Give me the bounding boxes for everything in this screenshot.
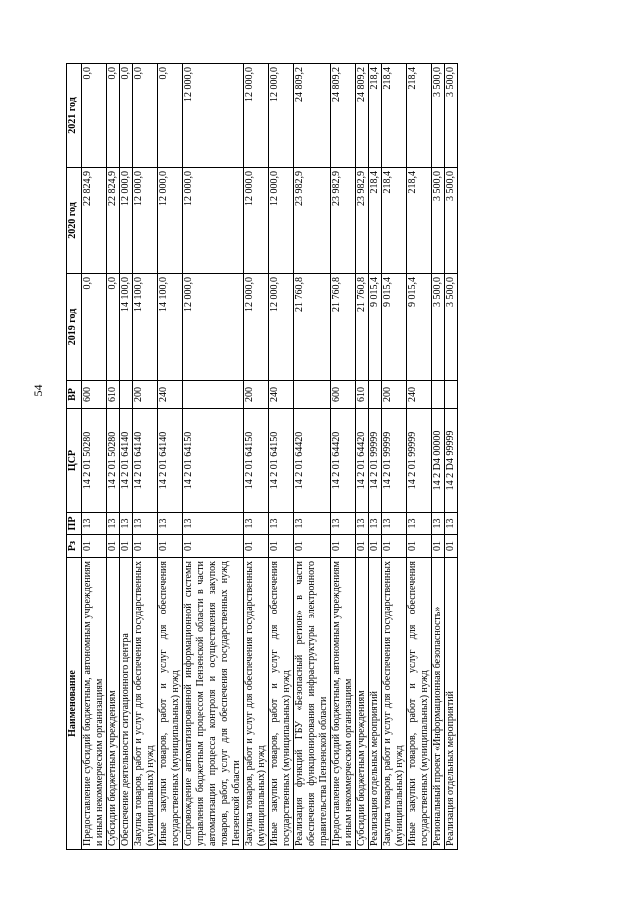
row-rz: 01	[407, 535, 432, 558]
row-vr: 200	[244, 381, 269, 409]
row-2021: 24 809,2	[356, 64, 369, 168]
row-2020: 12 000,0	[269, 168, 294, 274]
row-2021: 24 809,2	[294, 64, 331, 168]
row-2019: 12 000,0	[183, 274, 244, 381]
row-rz: 01	[382, 535, 407, 558]
row-pr: 13	[120, 513, 133, 535]
row-rz: 01	[269, 535, 294, 558]
row-rz: 01	[445, 535, 458, 558]
row-pr: 13	[183, 513, 244, 535]
table-row	[432, 64, 445, 850]
row-name: Обеспечение деятельности ситуационного центра	[120, 558, 133, 850]
row-csr: 14 2 01 64140	[158, 409, 183, 513]
row-name: Закупка товаров, работ и услуг для обеспечения государственных (муниципальных) нужд	[244, 558, 269, 850]
table-row	[107, 64, 120, 850]
row-name: Субсидии бюджетным учреждениям	[107, 558, 120, 850]
row-2021: 12 000,0	[244, 64, 269, 168]
col-header-name: Наименование	[67, 558, 82, 850]
row-2020: 22 824,9	[107, 168, 120, 274]
row-rz: 01	[82, 535, 107, 558]
table-row	[158, 64, 183, 850]
row-2020: 3 500,0	[445, 168, 458, 274]
row-2019: 14 100,0	[158, 274, 183, 381]
row-vr: 240	[407, 381, 432, 409]
table-row	[183, 64, 244, 850]
row-2019: 3 500,0	[432, 274, 445, 381]
row-pr: 13	[294, 513, 331, 535]
row-2021: 218,4	[382, 64, 407, 168]
row-rz: 01	[244, 535, 269, 558]
row-name: Сопровождение автоматизированной информационной системы управления бюджетным процессом Пензенской области в части автоматизации процесса контроля и осуществления закупок товаров, работ, услуг для обеспечения государственных нужд Пензенской области	[183, 558, 244, 850]
row-csr: 14 2 01 99999	[407, 409, 432, 513]
row-2021: 24 809,2	[331, 64, 356, 168]
row-2021: 12 000,0	[183, 64, 244, 168]
row-csr: 14 2 D4 00000	[432, 409, 445, 513]
row-pr: 13	[133, 513, 158, 535]
row-2019: 14 100,0	[120, 274, 133, 381]
row-pr: 13	[331, 513, 356, 535]
row-csr: 14 2 01 50280	[82, 409, 107, 513]
budget-table	[66, 63, 458, 850]
table-row	[331, 64, 356, 850]
row-2021: 0,0	[120, 64, 133, 168]
table-row	[133, 64, 158, 850]
row-vr: 600	[82, 381, 107, 409]
row-pr: 13	[244, 513, 269, 535]
row-2020: 3 500,0	[432, 168, 445, 274]
row-2021: 0,0	[82, 64, 107, 168]
row-csr: 14 2 01 64140	[120, 409, 133, 513]
row-2019: 0,0	[82, 274, 107, 381]
table-body	[82, 64, 458, 850]
table-row	[369, 64, 382, 850]
row-name: Реализация функций ГБУ «Безопасный регион» в части обеспечения функционирования инфраструктуры электронного правительства Пензенской области	[294, 558, 331, 850]
row-2019: 21 760,8	[331, 274, 356, 381]
row-vr	[294, 381, 331, 409]
row-name: Региональный проект «Информационная безопасность»	[432, 558, 445, 850]
row-2020: 23 982,9	[356, 168, 369, 274]
row-csr: 14 2 01 99999	[369, 409, 382, 513]
row-name: Субсидии бюджетным учреждениям	[356, 558, 369, 850]
row-csr: 14 2 01 64150	[269, 409, 294, 513]
row-rz: 01	[120, 535, 133, 558]
row-csr: 14 2 01 64420	[331, 409, 356, 513]
col-header-pr: ПР	[67, 513, 82, 535]
row-2019: 12 000,0	[244, 274, 269, 381]
table-row	[294, 64, 331, 850]
col-header-rz: Рз	[67, 535, 82, 558]
row-pr: 13	[369, 513, 382, 535]
table-row	[120, 64, 133, 850]
row-name: Реализация отдельных мероприятий	[445, 558, 458, 850]
row-csr: 14 2 01 64420	[294, 409, 331, 513]
row-vr: 600	[331, 381, 356, 409]
row-2020: 12 000,0	[244, 168, 269, 274]
col-header-2020: 2020 год	[67, 168, 82, 274]
row-vr	[369, 381, 382, 409]
row-csr: 14 2 01 64420	[356, 409, 369, 513]
row-vr	[183, 381, 244, 409]
row-2020: 218,4	[369, 168, 382, 274]
row-2021: 12 000,0	[269, 64, 294, 168]
row-csr: 14 2 01 64150	[244, 409, 269, 513]
row-2020: 22 824,9	[82, 168, 107, 274]
row-2021: 218,4	[369, 64, 382, 168]
col-header-vr: ВР	[67, 381, 82, 409]
row-2021: 0,0	[133, 64, 158, 168]
row-vr	[445, 381, 458, 409]
row-pr: 13	[445, 513, 458, 535]
row-vr: 610	[356, 381, 369, 409]
row-2020: 12 000,0	[158, 168, 183, 274]
row-2020: 12 000,0	[133, 168, 158, 274]
row-pr: 13	[269, 513, 294, 535]
row-2019: 9 015,4	[407, 274, 432, 381]
row-pr: 13	[407, 513, 432, 535]
row-2020: 218,4	[382, 168, 407, 274]
row-rz: 01	[294, 535, 331, 558]
row-vr: 200	[133, 381, 158, 409]
row-2019: 21 760,8	[356, 274, 369, 381]
row-2020: 23 982,9	[331, 168, 356, 274]
row-2020: 12 000,0	[183, 168, 244, 274]
row-2021: 0,0	[107, 64, 120, 168]
row-2021: 3 500,0	[432, 64, 445, 168]
row-vr: 240	[269, 381, 294, 409]
row-vr: 240	[158, 381, 183, 409]
row-vr: 610	[107, 381, 120, 409]
row-2019: 12 000,0	[269, 274, 294, 381]
row-csr: 14 2 01 50280	[107, 409, 120, 513]
row-pr: 13	[432, 513, 445, 535]
table-row	[244, 64, 269, 850]
row-rz: 01	[183, 535, 244, 558]
row-pr: 13	[382, 513, 407, 535]
row-vr	[120, 381, 133, 409]
row-name: Предоставление субсидий бюджетным, автономным учреждениям и иным некоммерческим организациям	[82, 558, 107, 850]
row-pr: 13	[158, 513, 183, 535]
row-rz: 01	[158, 535, 183, 558]
row-2021: 3 500,0	[445, 64, 458, 168]
row-2019: 21 760,8	[294, 274, 331, 381]
row-2021: 218,4	[407, 64, 432, 168]
page-number: 54	[31, 384, 45, 397]
table-row	[82, 64, 107, 850]
row-2019: 3 500,0	[445, 274, 458, 381]
table-row	[407, 64, 432, 850]
row-csr: 14 2 D4 99999	[445, 409, 458, 513]
row-rz: 01	[369, 535, 382, 558]
row-name: Предоставление субсидий бюджетным, автономным учреждениям и иным некоммерческим организациям	[331, 558, 356, 850]
table-row	[269, 64, 294, 850]
row-2020: 12 000,0	[120, 168, 133, 274]
row-2020: 23 982,9	[294, 168, 331, 274]
row-2019: 14 100,0	[133, 274, 158, 381]
row-name: Закупка товаров, работ и услуг для обеспечения государственных (муниципальных) нужд	[382, 558, 407, 850]
row-rz: 01	[432, 535, 445, 558]
row-name: Иные закупки товаров, работ и услуг для обеспечения государственных (муниципальных) нужд	[269, 558, 294, 850]
col-header-2019: 2019 год	[67, 274, 82, 381]
row-rz: 01	[331, 535, 356, 558]
row-name: Реализация отдельных мероприятий	[369, 558, 382, 850]
row-rz: 01	[133, 535, 158, 558]
row-pr: 13	[356, 513, 369, 535]
row-vr: 200	[382, 381, 407, 409]
row-2019: 9 015,4	[369, 274, 382, 381]
row-csr: 14 2 01 64140	[133, 409, 158, 513]
row-pr: 13	[107, 513, 120, 535]
row-rz: 01	[356, 535, 369, 558]
row-csr: 14 2 01 99999	[382, 409, 407, 513]
table-row	[356, 64, 369, 850]
row-csr: 14 2 01 64150	[183, 409, 244, 513]
col-header-2021: 2021 год	[67, 64, 82, 168]
row-2020: 218,4	[407, 168, 432, 274]
table-row	[445, 64, 458, 850]
row-2019: 9 015,4	[382, 274, 407, 381]
row-2021: 0,0	[158, 64, 183, 168]
col-header-csr: ЦСР	[67, 409, 82, 513]
row-pr: 13	[82, 513, 107, 535]
row-name: Закупка товаров, работ и услуг для обеспечения государственных (муниципальных) нужд	[133, 558, 158, 850]
row-name: Иные закупки товаров, работ и услуг для обеспечения государственных (муниципальных) нужд	[158, 558, 183, 850]
row-name: Иные закупки товаров, работ и услуг для обеспечения государственных (муниципальных) нужд	[407, 558, 432, 850]
table-header-row	[67, 64, 82, 850]
row-vr	[432, 381, 445, 409]
row-2019: 0,0	[107, 274, 120, 381]
row-rz: 01	[107, 535, 120, 558]
table-row	[382, 64, 407, 850]
